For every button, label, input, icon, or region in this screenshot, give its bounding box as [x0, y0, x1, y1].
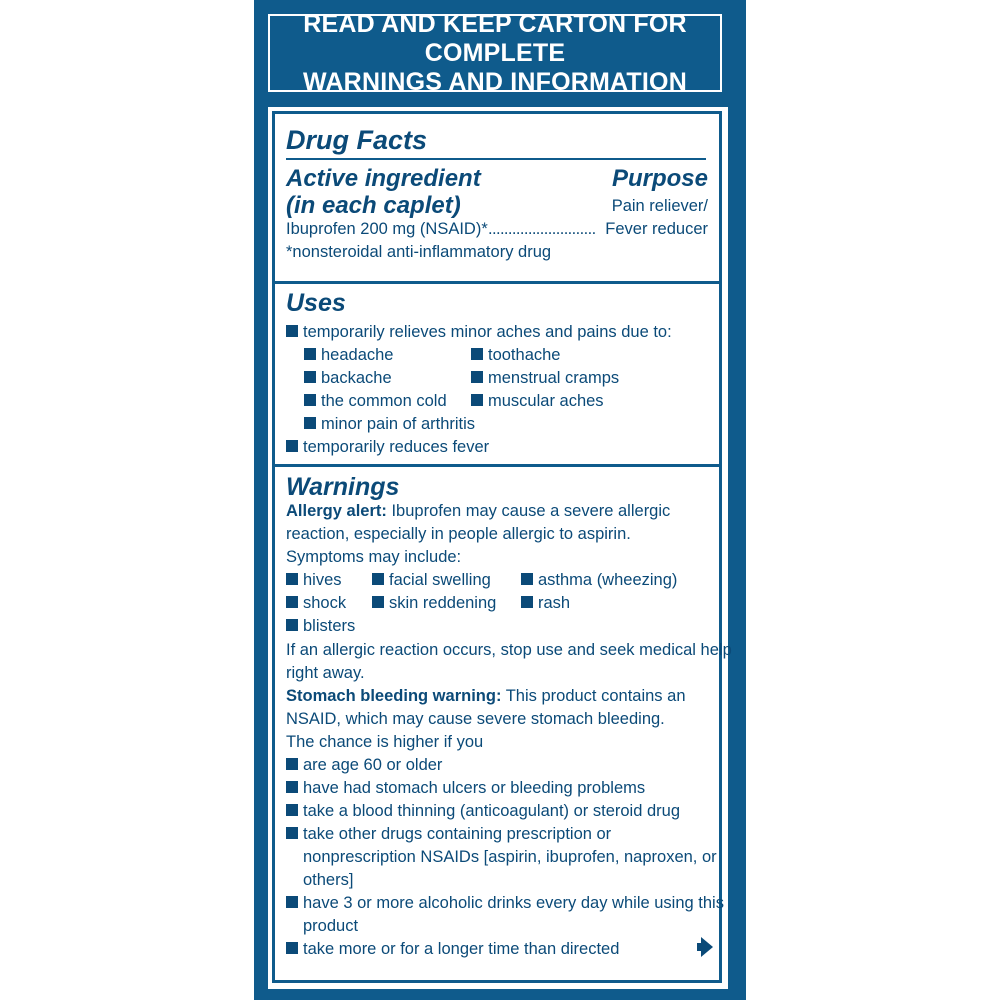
risk-item-text: take a blood thinning (anticoagulant) or steroid drug [303, 802, 680, 820]
bullet-icon [304, 417, 316, 429]
bullet-icon [286, 596, 298, 608]
bullet-icon [286, 758, 298, 770]
allergy-alert-line-1 [286, 500, 670, 523]
symptom-item [286, 615, 355, 638]
risk-item-text: are age 60 or older [303, 756, 443, 774]
bullet-icon [286, 440, 298, 452]
bullet-icon [304, 371, 316, 383]
carton-banner [268, 9, 722, 96]
chance-intro: The chance is higher if you [286, 733, 484, 751]
bullet-icon [304, 348, 316, 360]
warnings-title: Warnings [286, 473, 400, 501]
purpose-line-2: Fever reducer [605, 220, 708, 238]
uses-intro-text: temporarily relieves minor aches and pains due to: [303, 323, 672, 341]
risk-item-text: take other drugs containing prescription or [303, 825, 612, 843]
use-item-text: menstrual cramps [488, 369, 620, 387]
risk-item-text: have 3 or more alcoholic drinks every day while using this [303, 894, 724, 912]
allergy-alert-text: Ibuprofen may cause a severe allergic [386, 502, 671, 520]
reaction-line-1: If an allergic reaction occurs, stop use and seek medical help [286, 641, 732, 659]
symptom-text: skin reddening [389, 594, 497, 612]
stomach-warning-line-2: NSAID, which may cause severe stomach bleeding. [286, 710, 665, 728]
drug-facts-box [272, 111, 732, 983]
use-item [304, 413, 475, 436]
bullet-icon [372, 573, 384, 585]
symptom-item [372, 592, 496, 615]
use-item-text: headache [321, 346, 394, 364]
bullet-icon [521, 596, 533, 608]
stomach-warning-label: Stomach bleeding warning: [286, 687, 502, 705]
active-ingredient-heading: Active ingredient [286, 165, 481, 192]
symptom-text: shock [303, 594, 347, 612]
risk-item-continuation: nonprescription NSAIDs [aspirin, ibuprofen, naproxen, or [303, 848, 717, 866]
warnings-section [275, 467, 732, 980]
symptom-item [286, 569, 342, 592]
nsaid-footnote: *nonsteroidal anti-inflammatory drug [286, 243, 552, 261]
use-item [471, 367, 619, 390]
bullet-icon [286, 619, 298, 631]
use-item-text: toothache [488, 346, 561, 364]
risk-item-text: have had stomach ulcers or bleeding problems [303, 779, 646, 797]
use-item [304, 390, 447, 413]
symptom-item [521, 592, 570, 615]
ingredient-name: Ibuprofen 200 mg (NSAID)* [286, 220, 488, 238]
symptom-text: rash [538, 594, 571, 612]
symptom-item [372, 569, 491, 592]
banner-line-1: READ AND KEEP CARTON FOR COMPLETE [303, 9, 687, 67]
uses-intro [286, 321, 672, 344]
symptoms-intro: Symptoms may include: [286, 548, 462, 566]
risk-item [286, 754, 442, 777]
uses-section [275, 284, 719, 467]
bullet-icon [286, 896, 298, 908]
bullet-icon [471, 371, 483, 383]
use-item [471, 390, 604, 413]
use-item-text: muscular aches [488, 392, 604, 410]
bullet-icon [286, 804, 298, 816]
bullet-icon [521, 573, 533, 585]
active-ingredient-section [275, 114, 719, 284]
bullet-icon [372, 596, 384, 608]
symptom-text: asthma (wheezing) [538, 571, 678, 589]
risk-item-text: take more or for a longer time than directed [303, 940, 620, 958]
active-ingredient-subheading: (in each caplet) [286, 192, 461, 219]
use-item-text: the common cold [321, 392, 447, 410]
uses-fever [286, 436, 489, 459]
title-rule [286, 158, 706, 160]
reaction-line-2: right away. [286, 664, 365, 682]
risk-item [286, 777, 645, 800]
use-item [471, 344, 560, 367]
stomach-warning-line-1 [286, 685, 686, 708]
use-item-text: minor pain of arthritis [321, 415, 476, 433]
drug-facts-panel [254, 0, 746, 1000]
bullet-icon [286, 325, 298, 337]
bullet-icon [286, 573, 298, 585]
drug-facts-frame [268, 107, 732, 989]
use-item [304, 367, 392, 390]
symptom-text: facial swelling [389, 571, 491, 589]
use-item-text: backache [321, 369, 392, 387]
symptom-text: hives [303, 571, 342, 589]
risk-item [286, 892, 724, 915]
risk-item-continuation: product [303, 917, 359, 935]
continue-arrow-icon [701, 937, 713, 957]
dot-leader: ........................... [488, 220, 596, 238]
bullet-icon [286, 827, 298, 839]
use-item [304, 344, 394, 367]
risk-item-continuation: others] [303, 871, 354, 889]
symptom-item [286, 592, 346, 615]
allergy-alert-label: Allergy alert: [286, 502, 387, 520]
bullet-icon [471, 348, 483, 360]
allergy-alert-line-2: reaction, especially in people allergic to aspirin. [286, 525, 631, 543]
bullet-icon [286, 781, 298, 793]
bullet-icon [304, 394, 316, 406]
symptom-item [521, 569, 677, 592]
uses-title: Uses [286, 289, 346, 317]
bullet-icon [471, 394, 483, 406]
uses-fever-text: temporarily reduces fever [303, 438, 490, 456]
drug-facts-title: Drug Facts [286, 125, 428, 155]
purpose-line-1: Pain reliever/ [611, 197, 708, 215]
purpose-heading: Purpose [611, 165, 708, 192]
risk-item [286, 938, 619, 961]
stomach-warning-text: This product contains an [501, 687, 686, 705]
banner-line-2: WARNINGS AND INFORMATION [303, 67, 687, 96]
risk-item [286, 823, 611, 846]
risk-item [286, 800, 680, 823]
bullet-icon [286, 942, 298, 954]
symptom-text: blisters [303, 617, 356, 635]
